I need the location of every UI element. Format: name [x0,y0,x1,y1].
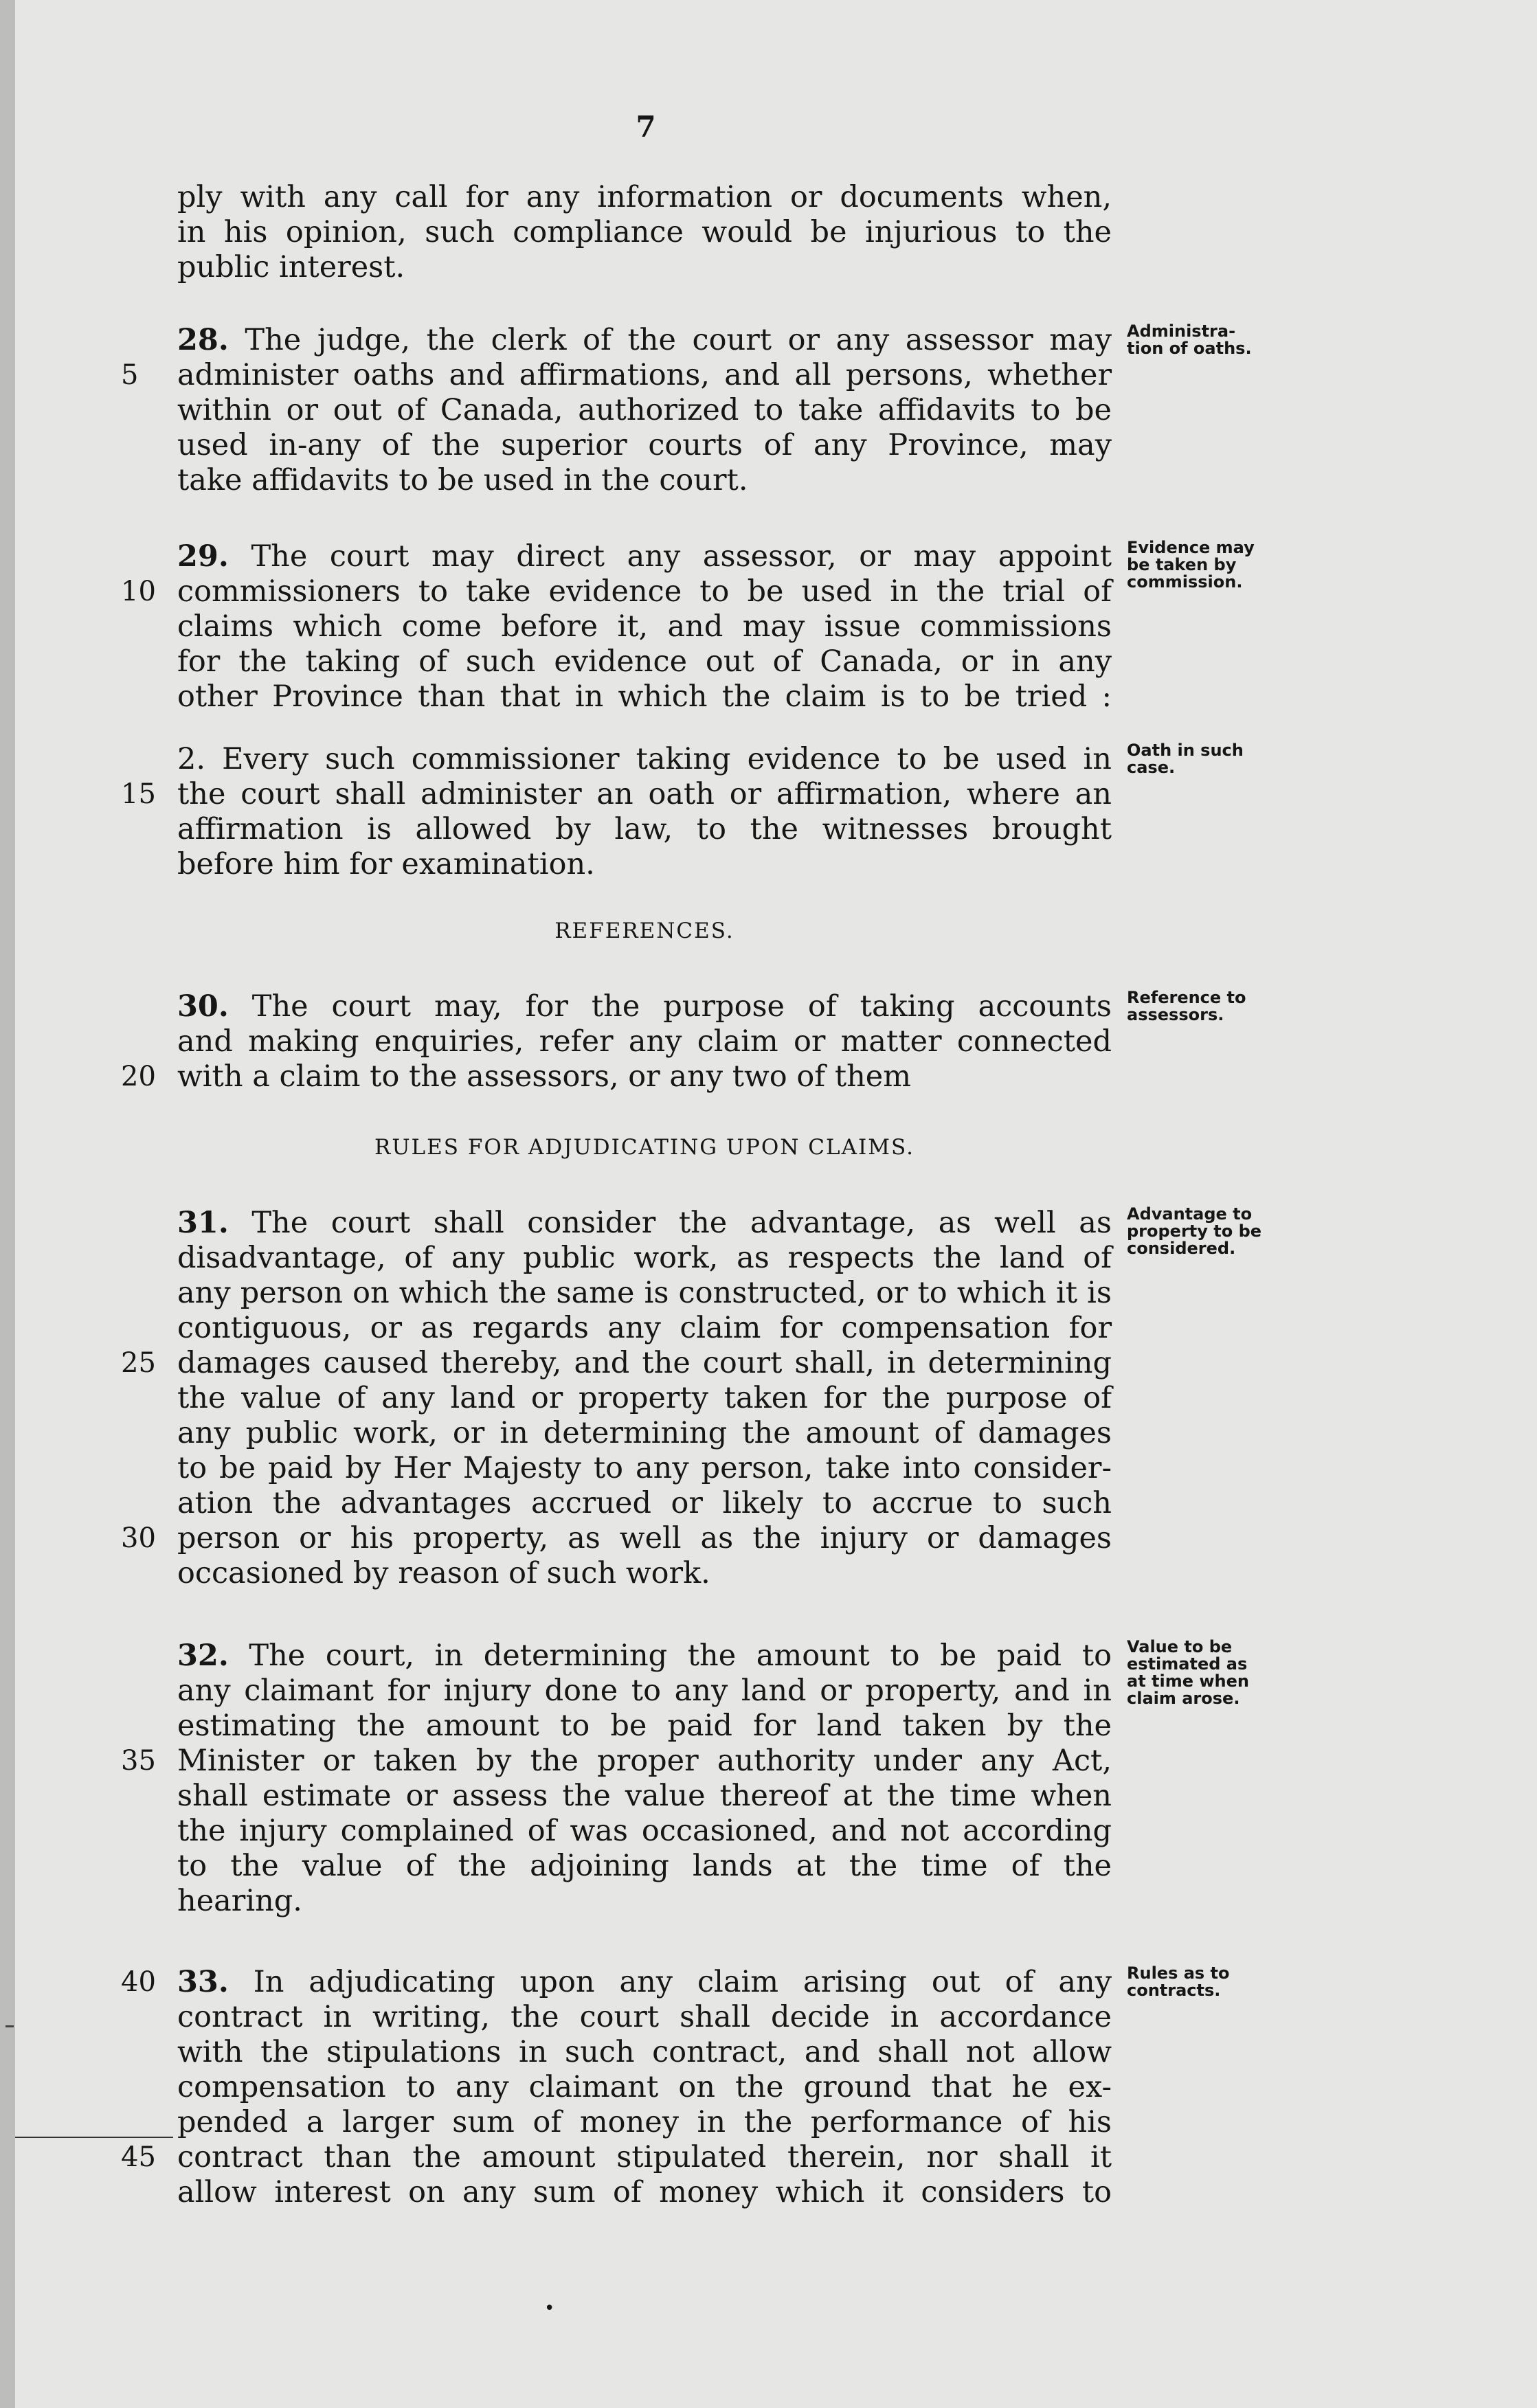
text-line [177,1416,1112,1450]
text-line [177,847,1112,881]
line-text: occasioned by reason of such work. [177,1556,710,1590]
text-line [177,679,1112,714]
text-line [177,1276,1112,1310]
text-line [177,1381,1112,1415]
line-text: administer oaths and affirmations, and all persons, whether [177,358,1112,392]
marginal-note-line: property to be [1127,1222,1262,1241]
line-text: the court shall administer an oath or affirmation, where an [177,777,1112,811]
text-line [177,1521,1112,1555]
line-number: 40 [121,1966,156,1998]
heading-rules-for-adjudicating: RULES FOR ADJUDICATING UPON CLAIMS. [374,1135,915,1160]
line-text: Minister or taken by the proper authority under any Act, [177,1744,1112,1778]
text-line [177,1206,1112,1240]
line-text: with the stipulations in such contract, and shall not allow [177,2035,1112,2069]
marginal-note-advantage-to-property [1127,1206,1292,1257]
heading-references: REFERENCES. [554,919,734,943]
text-line [177,250,1112,284]
line-text: The judge, the clerk of the court or any assessor may [228,323,1112,357]
footer-mark: • [544,2298,555,2319]
marginal-note-line: Rules as to [1127,1963,1230,1983]
line-text: public interest. [177,250,405,284]
text-line [177,1674,1112,1708]
text-line [177,1024,1112,1059]
text-line [177,215,1112,249]
line-text: estimating the amount to be paid for land taken by the [177,1709,1112,1743]
text-line [177,2000,1112,2034]
text-line [177,1744,1112,1778]
line-text: person or his property, as well as the injury or damages [177,1521,1112,1555]
line-text: pended a larger sum of money in the performance of his [177,2105,1112,2139]
text-line [177,2070,1112,2104]
margin-tick-mark [5,2025,14,2027]
text-line [177,2105,1112,2139]
text-line [177,742,1112,776]
margin-rule-line [15,2137,173,2138]
line-text: and making enquiries, refer any claim or matter connected [177,1024,1112,1059]
text-line [177,1965,1112,1999]
marginal-note-line: Administra- [1127,322,1236,341]
section-number: 28. [177,323,229,357]
line-text: any claimant for injury done to any land or property, and in [177,1674,1112,1708]
text-line [177,1556,1112,1590]
line-text: any person on which the same is constructed, or to which it is [177,1276,1112,1310]
line-text: allow interest on any sum of money which it considers to [177,2175,1112,2209]
marginal-note-oath-in-such-case [1127,742,1292,776]
section-number: 30. [177,989,229,1024]
line-text: any public work, or in determining the amount of damages [177,1416,1112,1450]
text-line [177,609,1112,644]
line-number: 25 [121,1347,156,1379]
section-number: 31. [177,1206,229,1240]
marginal-note-line: Oath in such [1127,741,1244,760]
line-text: contract than the amount stipulated therein, nor shall it [177,2140,1112,2174]
line-number: 35 [121,1745,156,1777]
section-number: 33. [177,1965,229,1999]
text-line [177,1779,1112,1813]
marginal-note-line: assessors. [1127,1005,1224,1024]
text-line [177,463,1112,497]
line-text: take affidavits to be used in the court. [177,463,748,497]
line-text: The court shall consider the advantage, as well as [228,1206,1112,1240]
line-number: 10 [121,576,156,607]
marginal-note-line: be taken by [1127,555,1237,574]
text-line [177,358,1112,392]
text-line [177,180,1112,214]
line-text: The court, in determining the amount to be paid to [228,1639,1112,1673]
marginal-note-reference-to-assessors [1127,989,1292,1024]
line-text: other Province than that in which the claim is to be tried : [177,679,1112,714]
marginal-note-line: Reference to [1127,988,1246,1007]
line-text: the injury complained of was occasioned, and not according [177,1814,1112,1848]
marginal-note-line: contracts. [1127,1981,1221,2000]
text-line [177,323,1112,357]
text-line [177,1486,1112,1520]
text-line [177,1311,1112,1345]
marginal-note-line: Advantage to [1127,1204,1253,1224]
text-line [177,1709,1112,1743]
line-text: in his opinion, such compliance would be injurious to the [177,215,1112,249]
text-line [177,574,1112,609]
marginal-note-line: tion of oaths. [1127,339,1252,358]
text-line [177,2035,1112,2069]
marginal-note-value-estimated [1127,1639,1292,1707]
text-line [177,1059,1112,1094]
line-number: 45 [121,2141,156,2173]
section-number: 29. [177,539,229,574]
line-text: to be paid by Her Majesty to any person, take into consider- [177,1451,1112,1485]
text-line [177,1639,1112,1673]
text-line [177,428,1112,462]
text-line [177,1346,1112,1380]
text-line [177,989,1112,1024]
line-text: ation the advantages accrued or likely to accrue to such [177,1486,1112,1520]
line-text: claims which come before it, and may issue commissions [177,609,1112,644]
page-edge-shadow [0,0,15,2408]
line-text: shall estimate or assess the value thereof at the time when [177,1779,1112,1813]
marginal-note-line: at time when [1127,1672,1249,1691]
text-line [177,1849,1112,1883]
text-line [177,812,1112,846]
line-text: compensation to any claimant on the ground that he ex- [177,2070,1112,2104]
text-line [177,1451,1112,1485]
line-text: contract in writing, the court shall decide in accordance [177,2000,1112,2034]
line-text: The court may direct any assessor, or may appoint [228,539,1112,574]
line-text: with a claim to the assessors, or any two of them [177,1059,912,1094]
text-line [177,1814,1112,1848]
section-number: 32. [177,1639,229,1673]
line-text: used in-any of the superior courts of any Province, may [177,428,1112,462]
marginal-note-line: Value to be [1127,1637,1233,1656]
marginal-note-line: case. [1127,758,1176,777]
marginal-note-rules-as-to-contracts [1127,1965,1292,1999]
line-text: before him for examination. [177,847,595,881]
marginal-note-line: Evidence may [1127,538,1255,557]
text-line [177,393,1112,427]
line-text: within or out of Canada, authorized to take affidavits to be [177,393,1112,427]
line-text: for the taking of such evidence out of Canada, or in any [177,644,1112,679]
line-number: 20 [121,1061,156,1092]
line-text: to the value of the adjoining lands at the time of the [177,1849,1112,1883]
marginal-note-line: considered. [1127,1239,1236,1258]
text-line [177,1884,1112,1918]
line-text: disadvantage, of any public work, as respects the land of [177,1241,1112,1275]
text-line [177,1241,1112,1275]
text-line [177,539,1112,574]
text-line [177,2175,1112,2209]
text-line [177,777,1112,811]
line-text: ply with any call for any information or documents when, [177,180,1112,214]
marginal-note-line: claim arose. [1127,1689,1240,1708]
line-text: In adjudicating upon any claim arising out of any [228,1965,1112,1999]
line-text: The court may, for the purpose of taking accounts [228,989,1112,1024]
line-text: hearing. [177,1884,302,1918]
marginal-note-administration-of-oaths [1127,323,1292,357]
line-text: contiguous, or as regards any claim for compensation for [177,1311,1112,1345]
marginal-note-evidence-by-commission [1127,539,1292,591]
marginal-note-line: commission. [1127,572,1243,592]
line-number: 30 [121,1522,156,1554]
line-text: commissioners to take evidence to be used in the trial of [177,574,1112,609]
line-number: 5 [121,359,139,391]
text-line [177,644,1112,679]
marginal-note-line: estimated as [1127,1654,1248,1674]
line-text: the value of any land or property taken for the purpose of [177,1381,1112,1415]
line-text: damages caused thereby, and the court shall, in determining [177,1346,1112,1380]
page-number: 7 [636,110,656,144]
line-number: 15 [121,778,156,810]
line-text: affirmation is allowed by law, to the witnesses brought [177,812,1112,846]
text-line [177,2140,1112,2174]
line-text: 2. Every such commissioner taking evidence to be used in [177,742,1112,776]
